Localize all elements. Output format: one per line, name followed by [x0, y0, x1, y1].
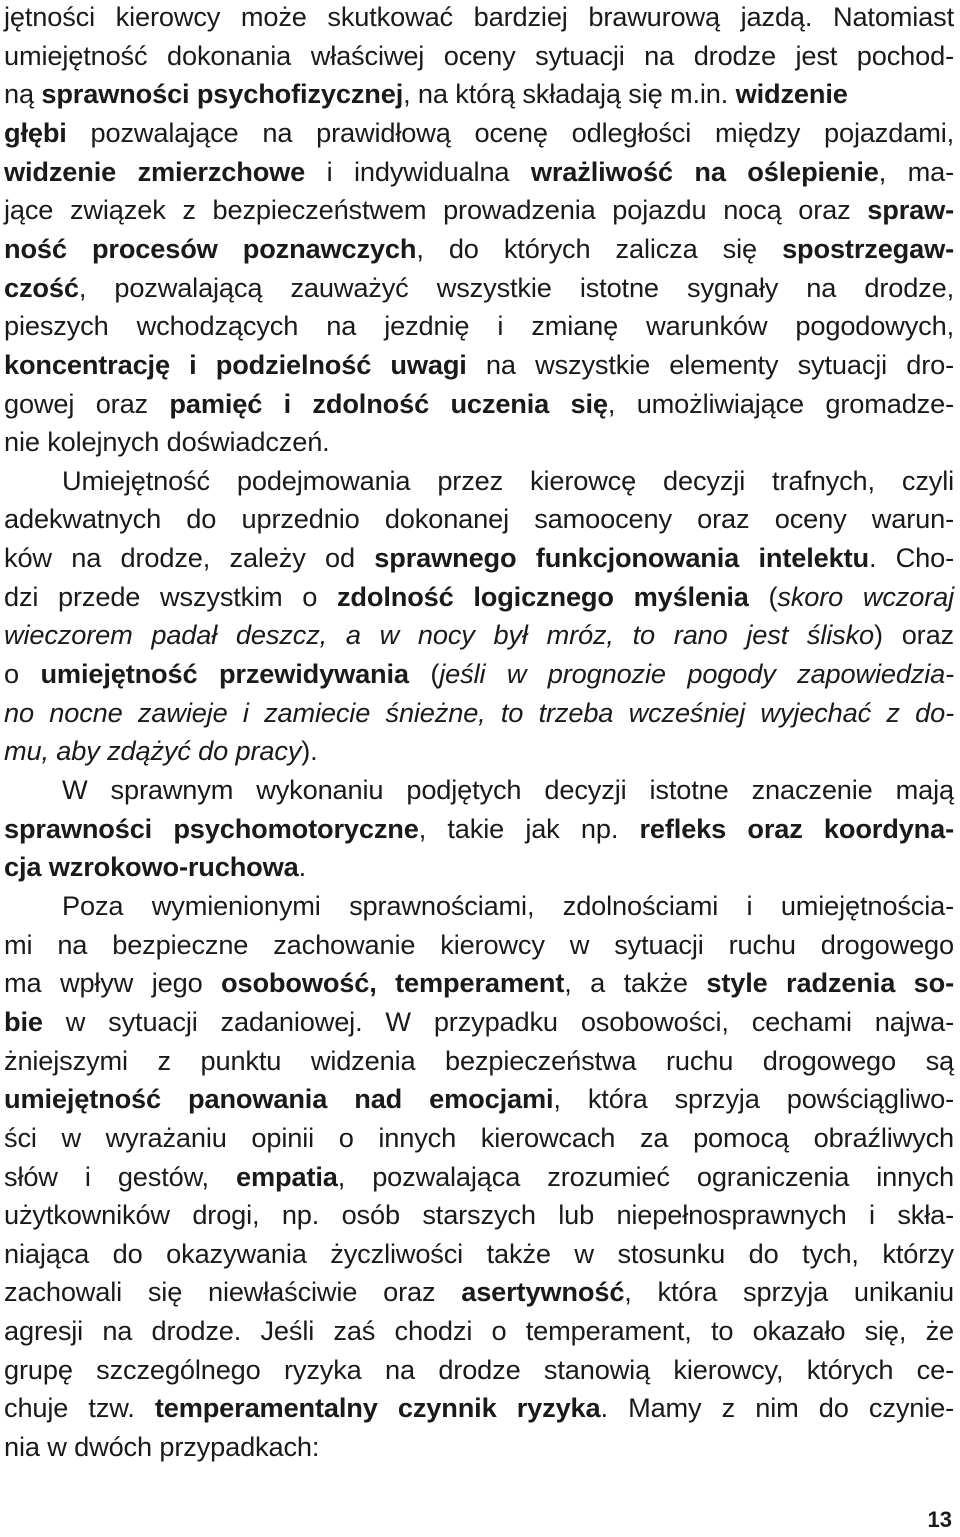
text-line — [4, 230, 954, 269]
text-line — [4, 191, 954, 230]
text-line — [4, 37, 954, 76]
bold-term: wrażliwość na oślepienie — [530, 155, 879, 187]
text-line — [4, 539, 954, 578]
italic-text: no nocne zawieje i zamiecie śnieżne, to trzeba wcześniej wyjechać z do- — [4, 696, 954, 728]
text-segment: , umożliwiające gromadze- — [607, 387, 954, 419]
text-segment: pozwalające na prawidłową ocenę odległości między pojazdami, — [66, 116, 954, 148]
text-segment: dzi przede wszystkim o — [4, 580, 337, 612]
text-segment: , a także — [564, 967, 707, 999]
bold-term: sprawnego funkcjonowania intelektu — [374, 542, 869, 574]
text-segment: . Cho- — [868, 542, 955, 574]
text-segment: . — [298, 851, 307, 883]
text-line — [4, 1273, 954, 1312]
text-segment: na wszystkie elementy sytuacji dro- — [466, 348, 955, 380]
bold-term: empatia — [236, 1160, 338, 1192]
text-segment: ( — [748, 580, 778, 612]
bold-term: style radzenia so- — [706, 967, 954, 999]
text-line — [4, 1119, 954, 1158]
text-line — [4, 269, 954, 308]
text-line — [4, 578, 954, 617]
bold-term: koncentrację i podzielność uwagi — [4, 348, 467, 380]
text-line — [4, 732, 954, 771]
text-segment: , która sprzyja unikaniu — [624, 1276, 954, 1308]
text-line — [4, 1196, 954, 1235]
text-segment: zachowali się niewłaściwie oraz — [4, 1276, 462, 1308]
bold-term: widzenie — [735, 78, 848, 110]
text-segment: ( — [408, 658, 440, 690]
italic-text: wieczorem padał deszcz, a w nocy był mróz, to rano jest ślisko — [4, 619, 874, 651]
text-line — [4, 771, 954, 810]
text-segment: mi na bezpieczne zachowanie kierowcy w sytuacji ruchu drogowego — [4, 928, 954, 960]
italic-text: jeśli w prognozie pogody zapowiedzia- — [439, 658, 955, 690]
text-line — [4, 1351, 954, 1390]
bold-term: pamięć i zdolność uczenia się — [169, 387, 608, 419]
bold-term: umiejętność panowania nad emocjami — [4, 1083, 554, 1115]
text-line — [4, 1003, 954, 1042]
text-segment: ków na drodze, zależy od — [4, 542, 375, 574]
text-line — [4, 616, 954, 655]
text-line — [4, 153, 954, 192]
text-line — [4, 964, 954, 1003]
text-segment: słów i gestów, — [4, 1160, 237, 1192]
text-segment: pieszych wchodzących na jezdnię i zmianę warunków pogodowych, — [4, 310, 954, 342]
text-segment: chuje tzw. — [4, 1392, 155, 1424]
text-segment: nia w dwóch przypadkach: — [4, 1431, 320, 1463]
text-line — [4, 810, 954, 849]
text-line — [4, 500, 954, 539]
text-line — [4, 307, 954, 346]
page-number: 13 — [927, 1507, 952, 1532]
text-line — [4, 1080, 954, 1119]
text-line — [4, 887, 954, 926]
text-line — [4, 75, 954, 114]
bold-term: czość — [4, 271, 79, 303]
text-segment: ści w wyrażaniu opinii o innych kierowcach za pomocą obraźliwych — [4, 1121, 954, 1153]
text-segment: , do których zalicza się — [416, 232, 783, 264]
text-segment: jętności kierowcy może skutkować bardziej brawurową jazdą. Natomiast — [4, 1, 954, 32]
bold-term: spostrzegaw- — [782, 232, 954, 264]
text-line — [4, 1042, 954, 1081]
bold-term: asertywność — [461, 1276, 625, 1308]
text-segment: i indywidualna — [305, 155, 531, 187]
text-line — [4, 655, 954, 694]
text-segment: , ma- — [878, 155, 954, 187]
bold-term: głębi — [4, 116, 67, 148]
text-segment: Poza wymienionymi sprawnościami, zdolnościami i umiejętnościa- — [62, 889, 954, 921]
text-line — [4, 1428, 954, 1467]
document-page — [4, 0, 954, 1537]
text-segment: agresji na drodze. Jeśli zaś chodzi o temperament, to okazało się, że — [4, 1315, 954, 1347]
text-segment: o — [4, 658, 41, 690]
text-line — [4, 1312, 954, 1351]
text-line — [4, 1235, 954, 1274]
text-line — [4, 385, 954, 424]
bold-term: sprawności psychomotoryczne — [4, 812, 419, 844]
text-segment: umiejętność dokonania właściwej oceny sytuacji na drodze jest pochod- — [4, 39, 954, 71]
bold-term: temperamentalny czynnik ryzyka — [154, 1392, 601, 1424]
text-segment: gowej oraz — [4, 387, 170, 419]
text-segment: jące związek z bezpieczeństwem prowadzenia pojazdu nocą oraz — [4, 194, 868, 226]
text-segment: niająca do okazywania życzliwości także w stosunku do tych, którzy — [4, 1237, 954, 1269]
text-segment: , pozwalająca zrozumieć ograniczenia innych — [337, 1160, 954, 1192]
bold-term: sprawności psychofizycznej — [41, 78, 404, 110]
text-segment: ną — [4, 78, 42, 110]
text-segment: , takie jak np. — [418, 812, 640, 844]
bold-term: cja wzrokowo-ruchowa — [4, 851, 299, 883]
text-segment: adekwatnych do uprzednio dokonanej samooceny oraz oceny warun- — [4, 503, 954, 535]
text-line — [4, 694, 954, 733]
text-line — [4, 423, 954, 462]
text-segment: ma wpływ jego — [4, 967, 222, 999]
text-line — [4, 346, 954, 385]
text-segment: Umiejętność podejmowania przez kierowcę decyzji trafnych, czyli — [62, 464, 954, 496]
text-segment: , która sprzyja powściągliwo- — [553, 1083, 955, 1115]
text-line — [4, 1389, 954, 1428]
bold-term: spraw- — [867, 194, 954, 226]
text-line — [4, 114, 954, 153]
italic-text: mu, aby zdążyć do pracy — [4, 735, 302, 767]
text-segment: , na którą składają się m.in. — [403, 78, 736, 110]
text-segment: W sprawnym wykonaniu podjętych decyzji istotne znaczenie mają — [62, 774, 954, 805]
bold-term: umiejętność przewidywania — [40, 658, 409, 690]
text-line — [4, 1158, 954, 1197]
text-segment: . Mamy z nim do czynie- — [600, 1392, 954, 1424]
bold-term: refleks oraz koordyna- — [639, 812, 954, 844]
bold-term: osobowość, temperament — [221, 967, 565, 999]
text-segment: w sytuacji zadaniowej. W przypadku osobowości, cechami najwa- — [42, 1005, 954, 1037]
bold-term: zdolność logicznego myślenia — [336, 580, 749, 612]
text-line — [4, 926, 954, 965]
text-segment: użytkowników drogi, np. osób starszych lub niepełnosprawnych i skła- — [4, 1199, 954, 1231]
text-segment: ) oraz — [874, 619, 954, 651]
text-segment: , pozwalającą zauważyć wszystkie istotne sygnały na drodze, — [78, 271, 954, 303]
italic-text: skoro wczoraj — [777, 580, 954, 612]
text-segment: grupę szczególnego ryzyka na drodze stanowią kierowcy, których ce- — [4, 1353, 954, 1385]
text-segment: nie kolejnych doświadczeń. — [4, 426, 330, 458]
text-line — [4, 0, 954, 37]
text-line — [4, 848, 954, 887]
bold-term: widzenie zmierzchowe — [4, 155, 306, 187]
text-line — [4, 462, 954, 501]
bold-term: bie — [4, 1005, 43, 1037]
text-segment: ). — [301, 735, 318, 767]
bold-term: ność procesów poznawczych — [4, 232, 417, 264]
text-segment: żniejszymi z punktu widzenia bezpieczeństwa ruchu drogowego są — [4, 1044, 954, 1076]
